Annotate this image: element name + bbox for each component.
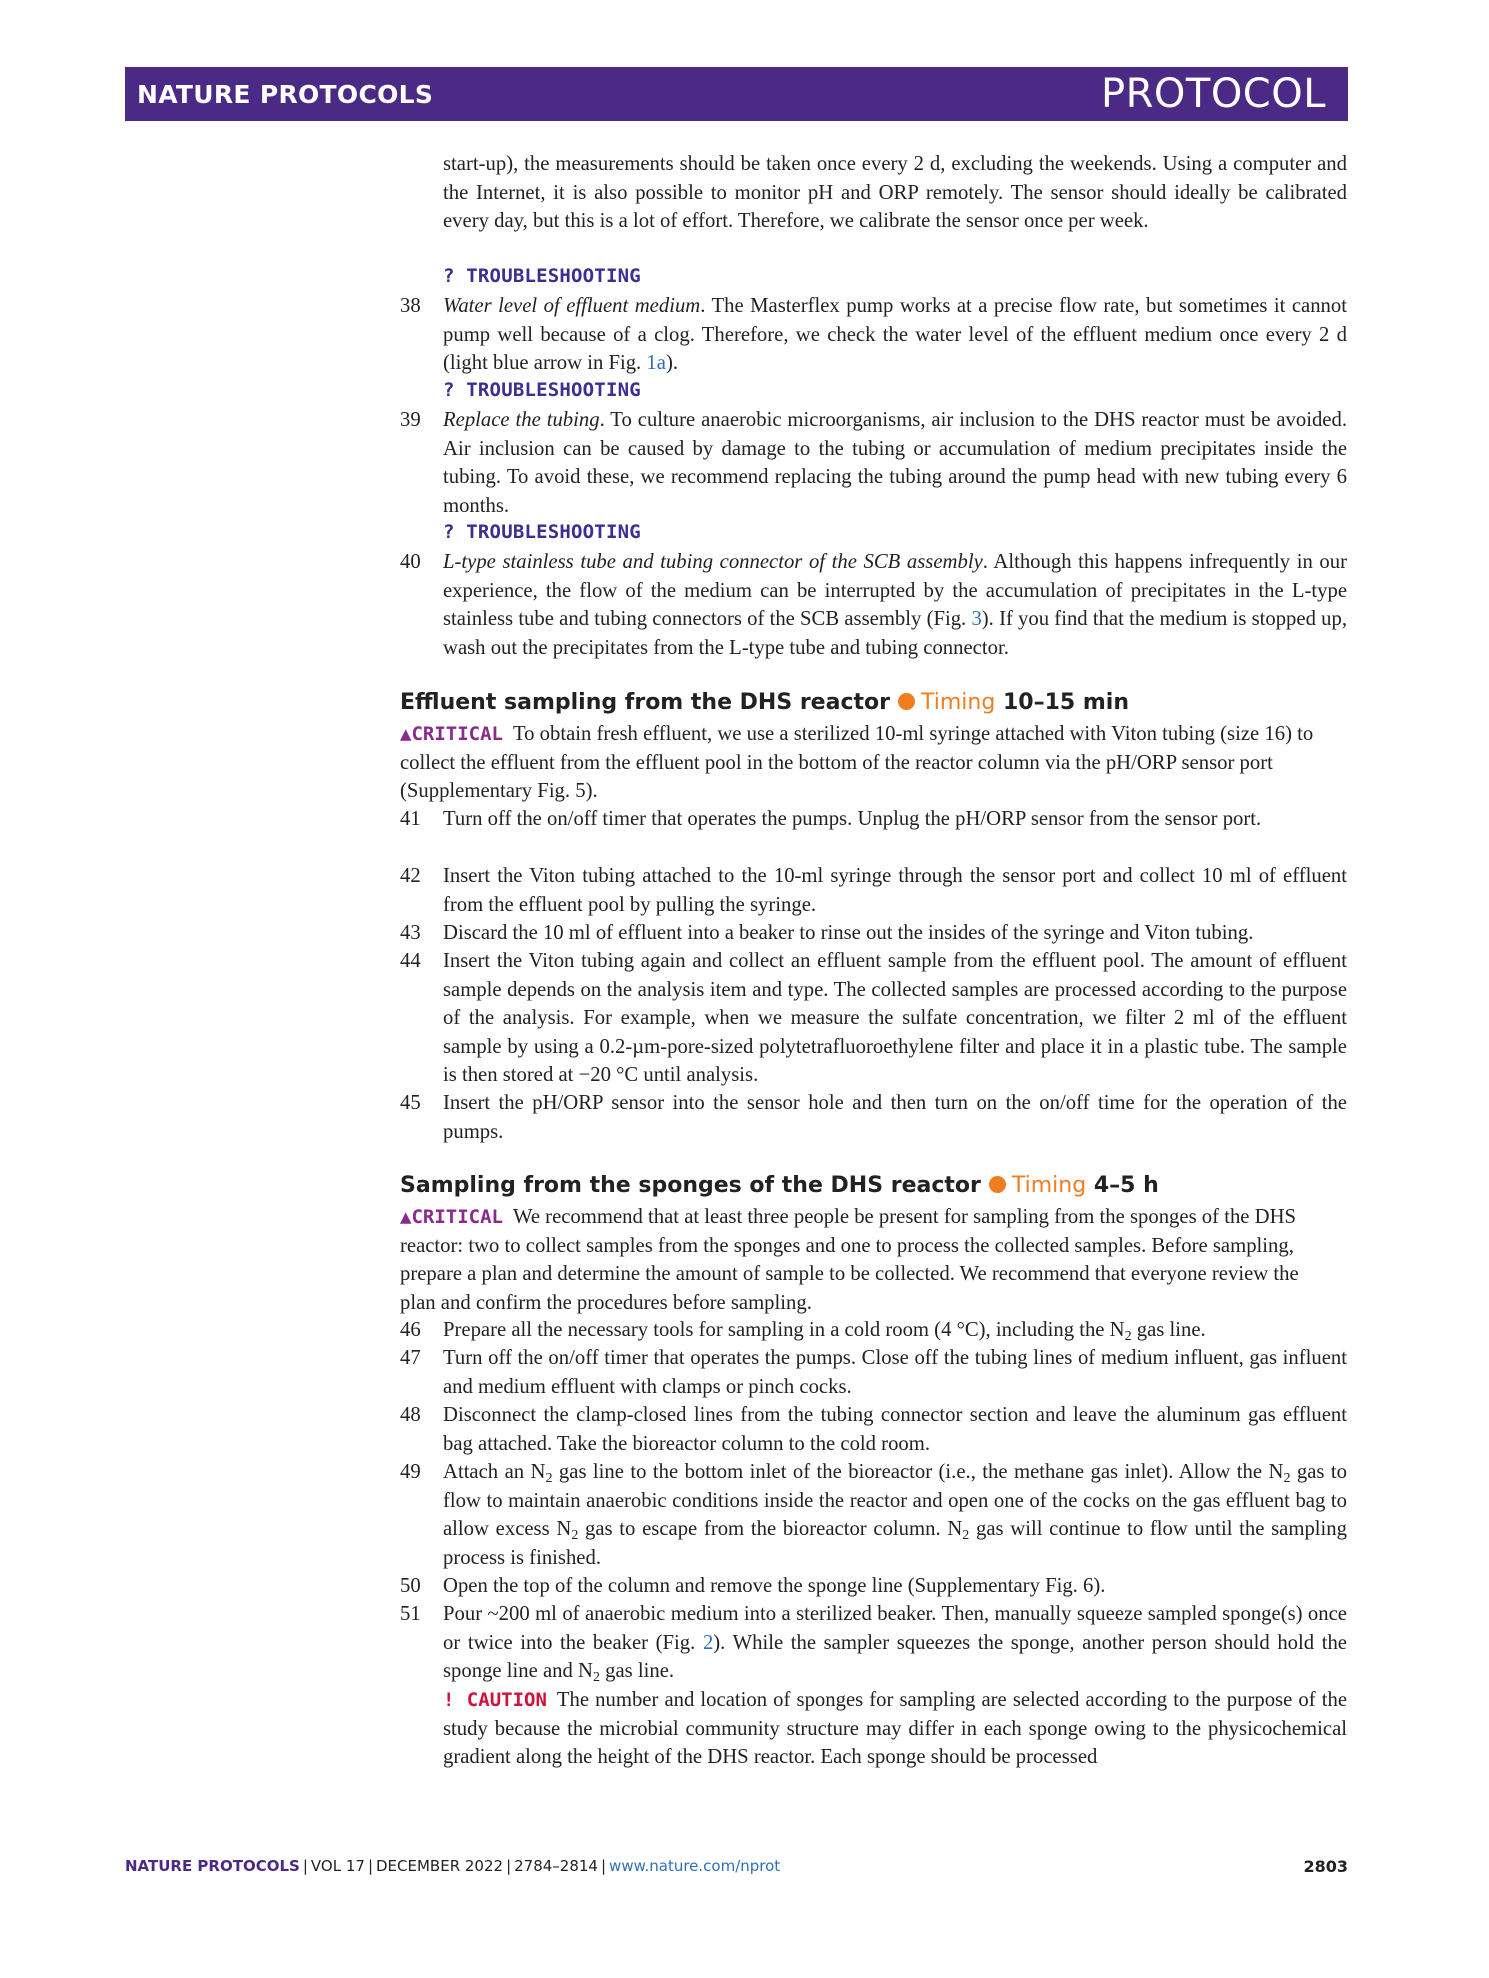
timing-dot-icon <box>898 693 915 710</box>
troubleshooting-link[interactable]: ? TROUBLESHOOTING <box>443 265 641 287</box>
caution-text: The number and location of sponges for sampling are selected according to the purpose of the study because the microbial community structure may differ in each sponge owing to the physicochemical gradient along the height of the DHS reactor. Each sponge should be processed <box>443 1689 1347 1768</box>
step-text: Insert the Viton tubing attached to the 10-ml syringe through the sensor port and collect 10 ml of effluent from the effluent pool by pulling the syringe. <box>443 865 1347 916</box>
step-number: 38 <box>400 295 421 317</box>
step-51 <box>400 1600 1347 1686</box>
step-text: Attach an N <box>443 1461 546 1483</box>
step-number: 51 <box>400 1603 421 1625</box>
troubleshooting-link[interactable]: ? TROUBLESHOOTING <box>443 379 641 401</box>
step-title: Replace the tubing <box>443 409 600 431</box>
step-number: 47 <box>400 1347 421 1369</box>
step-47 <box>400 1344 1347 1401</box>
step-text: . Although this happens infrequently in our experience, the flow of the medium can be interrupted by the accumulation of precipitates in the L-type stainless tube and tubing connectors of the SCB assembly (Fig. <box>443 551 1347 630</box>
subscript: 2 <box>1283 1471 1291 1486</box>
step-text: gas line. <box>1131 1319 1206 1341</box>
troubleshooting-link[interactable]: ? TROUBLESHOOTING <box>443 521 641 543</box>
journal-header-bar <box>125 67 1348 121</box>
step-number: 44 <box>400 950 421 972</box>
timing-dot-icon <box>989 1176 1006 1193</box>
step-text: Open the top of the column and remove the sponge line (Supplementary Fig. 6). <box>443 1575 1106 1597</box>
footer-date: DECEMBER 2022 <box>376 1857 504 1875</box>
critical-note <box>400 1203 1320 1317</box>
step-50 <box>400 1572 1347 1601</box>
step-38 <box>400 292 1347 378</box>
subscript: 2 <box>962 1528 970 1543</box>
step-text: Pour ~200 ml of anaerobic medium into a sterilized beaker. Then, manually squeeze sampled sponge(s) once or twice into the beaker (Fig. <box>443 1603 1347 1654</box>
figure-link[interactable]: 3 <box>971 608 982 630</box>
step-text: . To culture anaerobic microorganisms, air inclusion to the DHS reactor must be avoided. Air inclusion can be caused by damage to the tubing or accumulation of medium precipitates inside the tubing. To avoid these, we recommend replacing the tubing around the pump head with new tubing every 6 months. <box>443 409 1347 517</box>
step-text: Turn off the on/off timer that operates the pumps. Unplug the pH/ORP sensor from the sensor port. <box>443 808 1262 830</box>
step-text: Discard the 10 ml of effluent into a beaker to rinse out the insides of the syringe and Viton tubing. <box>443 922 1254 944</box>
step-number: 43 <box>400 922 421 944</box>
step-title: L-type stainless tube and tubing connector of the SCB assembly <box>443 551 983 573</box>
step-number: 39 <box>400 409 421 431</box>
journal-name: NATURE PROTOCOLS <box>137 80 434 109</box>
section-title: Effluent sampling from the DHS reactor <box>400 690 890 715</box>
step-number: 42 <box>400 865 421 887</box>
footer-url-link[interactable]: www.nature.com/nprot <box>609 1857 781 1875</box>
step-text: gas line. <box>599 1660 675 1682</box>
step-text: gas to escape from the bioreactor column. N <box>578 1518 963 1540</box>
timing-label: Timing <box>1011 1173 1087 1198</box>
step-number: 40 <box>400 551 421 573</box>
step-text: Insert the Viton tubing again and collect an effluent sample from the effluent pool. The amount of effluent sample depends on the analysis item and type. The collected samples are processed according to the purpose of the analysis. For example, when we measure the sulfate concentration, we filter 2 ml of the effluent sample by using a 0.2-µm-pore-sized polytetrafluoroethylene filter and place it in a plastic tube. The sample is then stored at −20 °C until analysis. <box>443 950 1347 1086</box>
step-number: 49 <box>400 1461 421 1483</box>
timing-value: 10–15 min <box>1002 690 1129 715</box>
step-number: 41 <box>400 808 421 830</box>
footer-volume: VOL 17 <box>310 1857 365 1875</box>
figure-link[interactable]: 1a <box>646 352 666 374</box>
step-48 <box>400 1401 1347 1458</box>
critical-text: To obtain fresh effluent, we use a sterilized 10-ml syringe attached with Viton tubing (size 16) to collect the effluent from the effluent pool in the bottom of the reactor column via the pH/ORP sensor port (Supplementary Fig. 5). <box>400 723 1314 802</box>
critical-text: We recommend that at least three people be present for sampling from the sponges of the DHS reactor: two to collect samples from the sponges and one to process the collected samples. Before sampling, prepare a plan and determine the amount of sample to be collected. We recommend that everyone review the plan and confirm the procedures before sampling. <box>400 1206 1299 1314</box>
step-42 <box>400 862 1347 919</box>
critical-label: ▲CRITICAL <box>400 1206 503 1228</box>
footer-pages: 2784–2814 <box>514 1857 598 1875</box>
subscript: 2 <box>592 1670 600 1685</box>
subscript: 2 <box>571 1528 579 1543</box>
section-heading-sponge-sampling <box>400 1173 1159 1198</box>
step-title: Water level of effluent medium <box>443 295 701 317</box>
step-text: gas will continue to flow until the sampling process is finished. <box>443 1518 1347 1569</box>
figure-link[interactable]: 2 <box>702 1631 714 1654</box>
step-text: Insert the pH/ORP sensor into the sensor hole and then turn on the on/off time for the operation of the pumps. <box>443 1092 1347 1143</box>
critical-note <box>400 720 1320 806</box>
critical-label: ▲CRITICAL <box>400 723 503 745</box>
step-41 <box>400 805 1347 834</box>
step-40 <box>400 548 1347 662</box>
section-heading-effluent-sampling <box>400 690 1129 715</box>
article-type: PROTOCOL <box>1100 71 1326 117</box>
step-text: gas line to the bottom inlet of the bioreactor (i.e., the methane gas inlet). Allow the N <box>552 1461 1284 1483</box>
timing-value: 4–5 h <box>1093 1173 1159 1198</box>
step-39 <box>400 406 1347 520</box>
step-45 <box>400 1089 1347 1146</box>
step-text: ). <box>665 352 678 374</box>
intro-paragraph: start-up), the measurements should be taken once every 2 d, excluding the weekends. Using a computer and the Internet, it is also possible to monitor pH and ORP remotely. The sensor should ideally be calibrated every day, but this is a lot of effort. Therefore, we calibrate the sensor once per week. <box>443 153 1347 232</box>
step-number: 45 <box>400 1092 421 1114</box>
step-43 <box>400 919 1347 948</box>
step-number: 48 <box>400 1404 421 1426</box>
step-text: gas to flow to maintain anaerobic conditions inside the reactor and open one of the cocks on the gas effluent bag to allow excess N <box>443 1461 1348 1540</box>
step-46 <box>400 1316 1347 1345</box>
step-44 <box>400 947 1347 1090</box>
step-text: Turn off the on/off timer that operates the pumps. Close off the tubing lines of medium influent, gas influent and medium effluent with clamps or pinch cocks. <box>443 1347 1347 1398</box>
page-footer: NATURE PROTOCOLS | VOL 17 | DECEMBER 2022 | 2784–2814 | www.nature.com/nprot 2803 <box>125 1857 1348 1876</box>
caution-label: ! CAUTION <box>443 1689 547 1711</box>
timing-label: Timing <box>920 690 996 715</box>
footer-journal: NATURE PROTOCOLS <box>125 1857 300 1875</box>
page-number: 2803 <box>1303 1857 1348 1876</box>
section-title: Sampling from the sponges of the DHS reactor <box>400 1173 981 1198</box>
subscript: 2 <box>1124 1329 1132 1344</box>
caution-note <box>443 1686 1347 1772</box>
step-text: . The Masterflex pump works at a precise flow rate, but sometimes it cannot pump well because of a clog. Therefore, we check the water level of the effluent medium once every 2 d (light blue arrow in Fig. <box>443 295 1347 374</box>
step-text: ). If you find that the medium is stopped up, wash out the precipitates from the L-type tube and tubing connector. <box>443 608 1348 659</box>
step-number: 46 <box>400 1319 421 1341</box>
subscript: 2 <box>545 1471 553 1486</box>
step-number: 50 <box>400 1575 421 1597</box>
step-text: Disconnect the clamp-closed lines from the tubing connector section and leave the aluminum gas effluent bag attached. Take the bioreactor column to the cold room. <box>443 1404 1347 1455</box>
step-text: ). While the sampler squeezes the sponge, another person should hold the sponge line and N <box>443 1631 1347 1682</box>
step-49 <box>400 1458 1347 1572</box>
step-text: Prepare all the necessary tools for sampling in a cold room (4 °C), including the N <box>443 1319 1125 1341</box>
